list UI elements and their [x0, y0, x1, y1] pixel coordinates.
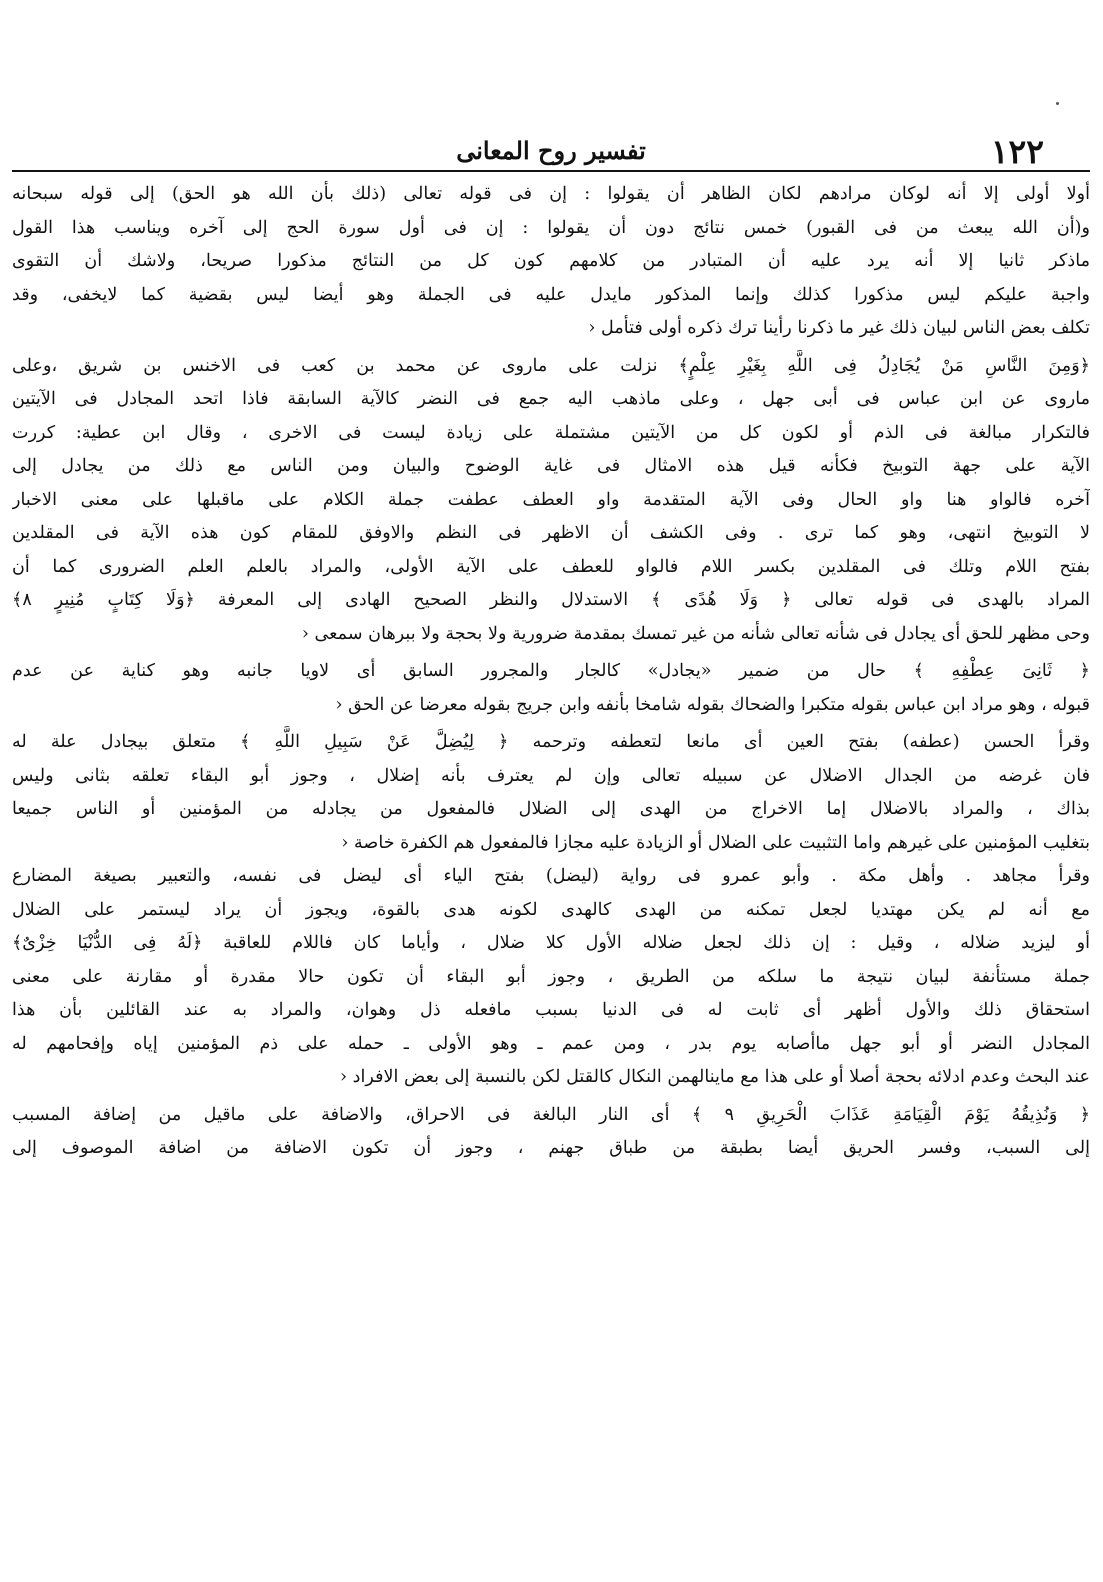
text-line: جملة مستأنفة لبيان نتيجة ما سلكه من الطريق ، وجوز أبو البقاء أن تكون حالا مقدرة أو مقارنة على معنى: [12, 966, 1090, 987]
text-line: فالتكرار مبالغة فى الذم أو لكون كل من الآيتين مشتملة على زيادة ليست فى الاخرى ، وقال ابن عطية: كررت: [12, 422, 1090, 443]
text-line: ماروى عن ابن عباس فى أبى جهل ، وعلى ماذهب اليه جمع فى النضر كالآية السابقة فاذا اتحد المجادل فى الآيتين: [12, 389, 1090, 409]
text-line: عند البحث وعدم ادلائه بحجة أصلا أو على هذا مع ماينالهمن النكال كالقتل لكن بالنسبة إلى بعض الافراد ‹: [340, 1067, 1090, 1087]
text-line: تكلف بعض الناس لبيان ذلك غير ما ذكرنا رأينا ترك ذكره أولى فتأمل ‹: [588, 318, 1090, 338]
running-title: تفسير روح المعانى: [456, 136, 646, 165]
text-line: بذاك ، والمراد بالاضلال إما الاخراج من الهدى إلى الضلال فالمفعول من يجادله من المؤمنين أو الناس جميعا: [12, 799, 1090, 819]
text-line: المجادل النضر أو أبو جهل ماأصابه يوم بدر ، ومن عمم ـ وهو الأولى ـ حمله على ذم المؤمنين إياه وإفحامهم له: [12, 1033, 1090, 1054]
text-line: استحقاق ذلك والأول أظهر أى ثابت له فى الدنيا بسبب مافعله ذل وهوان، والمراد به عند القائلين بأن هذا: [12, 1000, 1090, 1020]
text-line: ﴿ ثَانِىَ عِطْفِهِ ﴾ حال من ضمير «يجادل» كالجار والمجرور السابق أى لاويا جانبه وهو كناية عن عدم: [12, 661, 1090, 681]
text-line: إلى السبب، وفسر الحريق أيضا بطبقة من طباق جهنم ، وجوز أن تكون الاضافة من اضافة الموصوف إلى: [12, 1138, 1090, 1158]
text-line: الآية على جهة التوبيخ فكأنه قيل هذه الامثال فى غاية الوضوح والبيان ومن الناس مع ذلك من يجادل إلى: [12, 456, 1090, 476]
header-rule: [12, 170, 1090, 172]
text-line: ماذكر ثانيا إلا أنه يرد عليه أن المتبادر من كلامهم كون كل من النتائج مذكورا صريحا، ولاشك أن التقوى: [12, 251, 1090, 271]
text-line: وحى مظهر للحق أى يجادل فى شأنه تعالى شأنه من غير تمسك بمقدمة ضرورية ولا بحجة ولا ببرهان سمعى ‹: [301, 623, 1090, 644]
page-speck: [1056, 102, 1059, 105]
page-body: [12, 178, 1090, 1166]
text-line: المراد بالهدى فى قوله تعالى ﴿ وَلَا هُدًى ﴾ الاستدلال والنظر الصحيح الهادى إلى المعرفة ﴿وَلَا كِتَابٍ مُنِيرٍ ٨﴾: [12, 590, 1090, 610]
text-line: ﴿وَمِنَ النَّاسِ مَنْ يُجَادِلُ فِى اللَّهِ بِغَيْرِ عِلْمٍ﴾ نزلت على ماروى عن محمد بن كعب فى الاخنس بن شريق ،وعلى: [12, 355, 1090, 376]
text-line: أولا أولى إلا أنه لوكان مرادهم لكان الظاهر أن يقولوا : إن فى قوله تعالى (ذلك بأن الله هو الحق) إلى قوله سبحانه: [12, 184, 1090, 204]
text-line: أو ليزيد ضلاله ، وقيل : إن ذلك لجعل ضلاله الأول كلا ضلال ، وأياما كان فاللام للعاقبة ﴿لَهُ فِى الدُّنْيَا خِزْىٌ﴾: [12, 933, 1090, 953]
text-line: وقرأ الحسن (عطفه) بفتح العين أى مانعا لتعطفه وترحمه ﴿ لِيُضِلَّ عَنْ سَبِيلِ اللَّهِ ﴾ متعلق بيجادل علة له: [12, 732, 1090, 752]
text-line: آخره فالواو هنا واو الحال وفى الآية المتقدمة واو العطف عطفت جملة الكلام على ماقبلها على معنى الاخبار: [12, 489, 1090, 510]
text-line: لا التوبيخ انتهى، وهو كما ترى . وفى الكشف أن الاظهر فى النظم والاوفق للمقام كون هذه الآية فى المقلدين: [12, 523, 1090, 543]
text-line: واجبة عليكم ليس مذكورا كذلك وإنما المذكور مايدل عليه فى الجملة وهو أيضا ليس بقضية كما لايخفى، وقد: [12, 284, 1090, 305]
text-line: وقرأ مجاهد . وأهل مكة . وأبو عمرو فى رواية (ليضل) بفتح الياء أى ليضل فى نفسه، والتعبير بصيغة المضارع: [12, 866, 1090, 886]
text-line: مع أنه لم يكن مهتديا لجعل تمكنه من الهدى كالهدى لكونه هدى بالقوة، ويجوز أن يراد ليستمر على الضلال: [12, 899, 1090, 920]
text-line: ﴿ وَنُذِيقُهُ يَوْمَ الْقِيَامَةِ عَذَابَ الْحَرِيقِ ٩ ﴾ أى النار البالغة فى الاحراق، والاضافة على ماقيل من إضافة المسبب: [12, 1104, 1090, 1125]
text-line: بفتح اللام وتلك فى المقلدين بكسر اللام فالواو للعطف على الآية الأولى، والمراد بالعلم العلم الضرورى كما أن: [12, 556, 1090, 577]
text-line: و(أن الله يبعث من فى القبور) خمس نتائج دون أن يقولوا : إن فى أول سورة الحج إلى آخره ويناسب هذا القول: [12, 217, 1090, 238]
text-line: فان غرضه من الجدال الاضلال عن سبيله تعالى وإن لم يعترف بأنه إضلال ، وجوز أبو البقاء تعلقه بثانى وليس: [12, 765, 1090, 786]
text-line: قبوله ، وهو مراد ابن عباس بقوله متكبرا والضحاك بقوله شامخا بأنفه وابن جريج بقوله معرضا عن الحق ‹: [335, 694, 1090, 715]
page-header: [12, 130, 1090, 170]
page-number: ١٢٢: [990, 132, 1044, 171]
text-line: بتغليب المؤمنين على غيرهم واما التثبيت على الضلال أو الزيادة عليه مجازا فالمفعول هم الكفرة خاصة ‹: [341, 832, 1090, 853]
